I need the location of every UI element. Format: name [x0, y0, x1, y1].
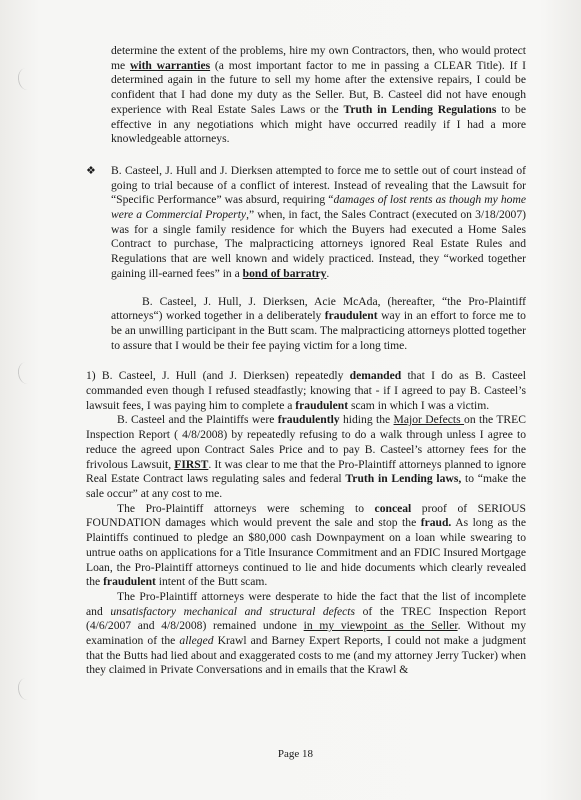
emphasis-run: conceal	[374, 501, 412, 515]
emphasis-run: bond of barratry	[242, 266, 327, 280]
emphasis-run: Major Defects	[393, 413, 465, 427]
paragraph-pro-plaintiff: B. Casteel, J. Hull, J. Dierksen, Acie McAda, (hereafter, “the Pro-Plaintiff attorneys“) worked together in a deliberately fraudulent way in an effort to force me to be an unwilling participant in the Butt scam. The malpracticing attorneys plotted together to assure that I would be their fee paying victim for a long time.	[111, 294, 526, 352]
emphasis-run: unsatisfactory mechanical and structural defects	[110, 604, 356, 618]
punch-hole-mark	[17, 677, 37, 701]
paragraph-warranties: determine the extent of the problems, hire my own Contractors, then, who would protect me with warranties (a most important factor to me in passing a CLEAR Title). If I determined again in the future to sell my home after the extensive repairs, I could be confident that I had done my duty as the Seller. But, B. Casteel did not have enough experience with Real Estate Sales Laws or the Truth in Lending Regulations to be effective in any negotiations which might have occurred readily if I had a more knowledgeable attorneys.	[111, 44, 527, 146]
paragraph-demanded: 1) B. Casteel, J. Hull (and J. Dierksen) repeatedly demanded that I do as B. Casteel commanded even though I refused steadfastly; knowing that - if I agreed to pay B. Casteel’s lawsuit fees, I was paying him to complete a fraudulent scam in which I was a victim.	[86, 369, 526, 412]
emphasis-run: demanded	[349, 369, 402, 383]
emphasis-run: Truth in Lending Regulations	[343, 102, 497, 116]
emphasis-run: fraud.	[420, 516, 452, 530]
document-body	[86, 44, 526, 678]
paragraph-trec-defects: The Pro-Plaintiff attorneys were desperate to hide the fact that the list of incomplete and unsatisfactory mechanical and structural defects of the TREC Inspection Report (4/6/2007 and 4/8/2008) remained undone in my viewpoint as the Seller. Without my examination of the alleged Krawl and Barney Expert Reports, I could not make a judgment that the Butts had lied about and exaggerated costs to me (and my attorney Jerry Tucker) when they claimed in Private Conversations and in emails that the Krawl &	[86, 589, 526, 677]
emphasis-run: fraudulent	[103, 575, 156, 589]
paragraph-conceal: The Pro-Plaintiff attorneys were scheming to conceal proof of SERIOUS FOUNDATION damages which would prevent the sale and stop the fraud. As long as the Plaintiffs continued to pledge an $80,000 cash Downpayment on a loan while swearing to untrue oaths on applications for a Title Insurance Commitment and an FDIC Insured Mortgage Loan, the Pro-Plaintiff attorneys continued to lie and hide documents which clearly revealed the fraudulent intent of the Butt scam.	[86, 501, 526, 589]
page-number: Page 18	[277, 748, 314, 760]
emphasis-run: fraudulent	[324, 309, 378, 323]
emphasis-run: in my viewpoint as the Seller	[303, 619, 458, 633]
emphasis-run: fraudulent	[295, 398, 349, 412]
punch-hole-mark	[17, 67, 37, 91]
bullet-item-settlement	[86, 164, 526, 282]
emphasis-run: fraudulently	[277, 413, 340, 427]
emphasis-run: Truth in Lending laws,	[345, 472, 462, 486]
punch-hole-mark	[17, 361, 37, 385]
emphasis-run: alleged	[179, 634, 214, 648]
emphasis-run: damages of lost rents as though my home were a Commercial Property	[111, 193, 526, 222]
paragraph-major-defects: B. Casteel and the Plaintiffs were fraudulently hiding the Major Defects on the TREC Inspection Report ( 4/8/2008) by repeatedly refusing to do a walk through unless I agree to reduce the agreed upon Contract Sales Price and to pay B. Casteel’s attorney fees for the frivolous Lawsuit, FIRST. It was clear to me that the Pro-Plaintiff attorneys planned to ignore Real Estate Contract laws regulating sales and federal Truth in Lending laws, to “make the sale occur” at any cost to me.	[86, 413, 526, 500]
diamond-bullet-icon: ❖	[86, 164, 96, 177]
emphasis-run: FIRST	[174, 457, 209, 471]
emphasis-run: with warranties	[129, 58, 211, 72]
paragraph-settlement: B. Casteel, J. Hull and J. Dierksen attempted to force me to settle out of court instead of going to trial because of a conflict of interest. Instead of revealing that the Lawsuit for “Specific Performance” was absurd, requiring “damages of lost rents as though my home were a Commercial Property,” when, in fact, the Sales Contract (executed on 3/18/2007) was for a single family residence for which the Buyers had executed a Home Sales Contract to purchase, The malpracticing attorneys ignored Real Estate Rules and Regulations that are well known and widely practiced. Instead, they “worked together gaining ill-earned fees” in a bond of barratry.	[111, 163, 526, 280]
